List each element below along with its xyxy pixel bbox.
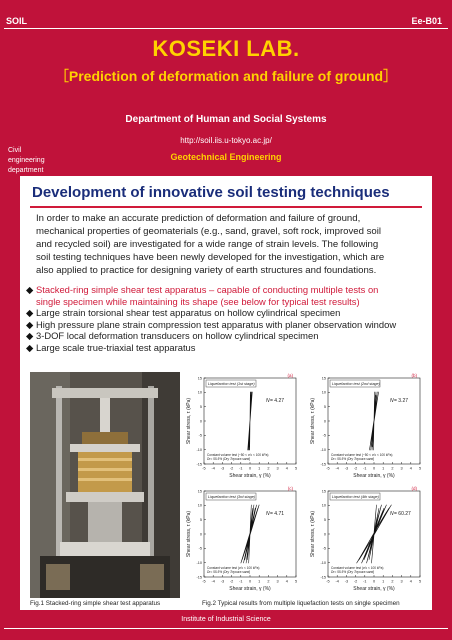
x-tick-label: 0 — [248, 579, 252, 584]
stress-strain-graph-c — [182, 485, 302, 596]
diamond-icon: ◆ — [26, 318, 34, 330]
x-axis-label: Shear strain, γ (%) — [229, 473, 271, 479]
poster-code: Ee-B01 — [411, 16, 442, 26]
graph-tag: (b) — [411, 373, 417, 378]
y-tick-label: 0 — [199, 532, 202, 537]
graph-svg — [182, 485, 302, 596]
x-tick-label: 2 — [267, 466, 270, 471]
x-tick-label: -2 — [229, 579, 234, 584]
test-condition: Constant volume test (σ'c < 100 kPa) — [331, 566, 384, 570]
fig2-caption: Fig.2 Typical results from multiple liquefaction tests on single specimen — [202, 600, 400, 607]
graph-tag: (a) — [287, 373, 293, 378]
cycle-label: N — [266, 398, 270, 404]
y-tick-label: -15 — [196, 462, 202, 467]
diamond-icon: ◆ — [26, 341, 34, 353]
x-tick-label: -2 — [353, 466, 358, 471]
graph-svg — [306, 372, 426, 483]
list-item-continuation: single specimen while maintaining its shape (see below for typical test results) — [36, 295, 360, 307]
y-axis-label: Shear stress, τ (kPa) — [186, 510, 192, 558]
list-item: ◆ High pressure plane strain compression test apparatus with planer observation window — [26, 318, 397, 330]
graph-svg — [182, 372, 302, 483]
content-heading: Development of innovative soil testing techniques — [32, 184, 390, 201]
y-tick-label: -10 — [196, 448, 202, 453]
x-tick-label: 0 — [372, 466, 376, 471]
y-tick-label: -5 — [198, 433, 202, 438]
x-tick-label: 1 — [382, 579, 385, 584]
y-tick-label: 15 — [321, 376, 326, 381]
x-tick-label: -1 — [363, 466, 367, 471]
cycle-value: = 3.27 — [394, 398, 409, 404]
x-tick-label: -3 — [220, 579, 225, 584]
x-tick-label: -4 — [211, 466, 215, 471]
x-tick-label: 3 — [276, 466, 279, 471]
section-name: Geotechnical Engineering — [170, 152, 282, 162]
x-tick-label: 3 — [400, 466, 403, 471]
x-tick-label: -5 — [326, 579, 330, 584]
x-tick-label: 5 — [418, 579, 422, 584]
x-tick-label: -2 — [229, 466, 234, 471]
y-axis-label: Shear stress, τ (kPa) — [310, 397, 316, 445]
x-tick-label: -5 — [202, 579, 206, 584]
y-tick-label: -15 — [320, 462, 326, 467]
y-tick-label: 0 — [323, 532, 326, 537]
y-tick-label: 10 — [321, 390, 326, 395]
x-tick-label: 2 — [267, 579, 270, 584]
technique-list — [26, 284, 426, 353]
lab-url-link[interactable]: http://soil.iis.u-tokyo.ac.jp/ — [180, 136, 272, 145]
side-label-line: engineering — [8, 157, 45, 164]
heading-underline — [30, 206, 422, 208]
diamond-icon: ◆ — [26, 284, 34, 295]
y-tick-label: -10 — [320, 448, 326, 453]
diamond-icon: ◆ — [26, 307, 34, 318]
stress-strain-graph-b — [306, 372, 426, 483]
x-tick-label: 1 — [258, 466, 261, 471]
list-item: ◆ Stacked-ring simple shear test apparatus – capable of conducting multiple tests on — [26, 284, 379, 295]
x-axis-label: Shear strain, γ (%) — [353, 473, 395, 479]
y-tick-label: -5 — [322, 546, 326, 551]
x-tick-label: 2 — [391, 466, 394, 471]
specimen-condition: Dr= 55.5% (Dry Toyoura sand) — [207, 570, 251, 574]
test-condition: Constant volume test (σ'c < 100 kPa) — [207, 566, 260, 570]
bottom-divider — [4, 628, 448, 629]
top-divider — [4, 28, 448, 29]
stress-strain-graph-d — [306, 485, 426, 596]
y-tick-label: 5 — [323, 405, 326, 410]
x-tick-label: -1 — [363, 579, 367, 584]
graph-svg — [306, 485, 426, 596]
x-tick-label: -3 — [220, 466, 225, 471]
intro-paragraph — [36, 212, 422, 277]
x-tick-label: 0 — [248, 466, 252, 471]
lab-subtitle: ［Prediction of deformation and failure of ground］ — [54, 68, 398, 84]
x-tick-label: 4 — [409, 579, 412, 584]
apparatus-photo — [30, 372, 180, 598]
list-item: ◆ Large strain torsional shear test apparatus on hollow cylindrical specimen — [26, 307, 341, 318]
cycle-label: N — [266, 511, 270, 517]
liquefaction-results — [182, 372, 428, 598]
x-tick-label: 5 — [294, 579, 298, 584]
x-tick-label: -1 — [239, 579, 243, 584]
x-tick-label: 4 — [409, 466, 412, 471]
graph-tag: (c) — [287, 486, 293, 491]
y-tick-label: 5 — [199, 518, 202, 523]
paragraph-line: and recycled soil) are investigated for a wide range of strain levels. The following — [36, 239, 379, 250]
paragraph-line: In order to make an accurate prediction of deformation and failure of ground, — [36, 213, 361, 224]
y-tick-label: 15 — [197, 489, 202, 494]
y-axis-label: Shear stress, τ (kPa) — [310, 510, 316, 558]
x-axis-label: Shear strain, γ (%) — [353, 586, 395, 592]
paragraph-line: soil testing techniques have been newly developed for the investigation, which are — [36, 252, 385, 263]
graph-tag: (d) — [411, 486, 417, 491]
y-tick-label: 15 — [197, 376, 202, 381]
x-tick-label: -5 — [202, 466, 206, 471]
y-tick-label: 0 — [323, 419, 326, 424]
x-tick-label: -3 — [344, 466, 349, 471]
x-tick-label: 2 — [391, 579, 394, 584]
specimen-condition: Dr= 55.5% (Dry Toyoura sand) — [331, 570, 375, 574]
y-tick-label: 15 — [321, 489, 326, 494]
y-tick-label: -15 — [196, 575, 202, 580]
x-tick-label: -4 — [335, 579, 339, 584]
category-label: SOIL — [6, 16, 28, 26]
x-tick-label: -4 — [335, 466, 339, 471]
x-tick-label: -2 — [353, 579, 358, 584]
graph-title: Liquefaction test (3rd stage) — [208, 495, 256, 499]
x-tick-label: -3 — [344, 579, 349, 584]
x-tick-label: 1 — [258, 579, 261, 584]
x-tick-label: -5 — [326, 466, 330, 471]
x-tick-label: 3 — [276, 579, 279, 584]
test-condition: Constant volume test (~50 < σ'c < 100 kPa) — [331, 453, 393, 457]
cycle-value: = 4.27 — [270, 398, 285, 404]
list-item: ◆ 3-DOF local deformation transducers on hollow cylindrical specimen — [26, 330, 319, 341]
y-tick-label: -5 — [198, 546, 202, 551]
cycle-label: N — [390, 398, 394, 404]
x-tick-label: -4 — [211, 579, 215, 584]
stress-strain-graph-a — [182, 372, 302, 483]
graph-title: Liquefaction test (2nd stage) — [332, 382, 380, 386]
x-tick-label: 5 — [418, 466, 422, 471]
x-tick-label: 4 — [285, 579, 288, 584]
y-tick-label: -10 — [320, 561, 326, 566]
specimen-condition: Dr= 55.5% (Dry Toyoura sand) — [331, 457, 375, 461]
cycle-label: N — [390, 511, 394, 517]
x-tick-label: 1 — [382, 466, 385, 471]
paragraph-line: mechanical properties of geomaterials (e.g., sand, gravel, soft rock, improved soil — [36, 226, 382, 237]
y-tick-label: 5 — [199, 405, 202, 410]
y-tick-label: -5 — [322, 433, 326, 438]
graph-title: Liquefaction test (1st stage) — [208, 382, 255, 386]
x-tick-label: 5 — [294, 466, 298, 471]
department-name: Department of Human and Social Systems — [125, 114, 327, 125]
y-axis-label: Shear stress, τ (kPa) — [186, 397, 192, 445]
paragraph-line: also applied to practice for designing variety of earth structures and foundations. — [36, 265, 377, 276]
cycle-value: = 60.27 — [394, 511, 411, 517]
specimen-condition: Dr= 55.5% (Dry Toyoura sand) — [207, 457, 251, 461]
y-tick-label: 0 — [199, 419, 202, 424]
list-item: ◆ Large scale true-triaxial test apparatus — [26, 341, 196, 353]
lab-title: KOSEKI LAB. — [152, 36, 300, 61]
test-condition: Constant volume test (~50 < σ'c < 100 kPa) — [207, 453, 269, 457]
x-tick-label: 4 — [285, 466, 288, 471]
graph-title: Liquefaction test (4th stage) — [332, 495, 379, 499]
y-tick-label: 10 — [197, 390, 202, 395]
fig1-caption: Fig.1 Stacked-ring simple shear test apparatus — [30, 600, 161, 607]
y-tick-label: -10 — [196, 561, 202, 566]
side-label-line: Civil — [8, 147, 22, 154]
y-tick-label: 10 — [197, 503, 202, 508]
y-tick-label: 10 — [321, 503, 326, 508]
institute-footer: Institute of Industrial Science — [181, 616, 271, 623]
cycle-value: = 4.71 — [270, 511, 285, 517]
x-tick-label: -1 — [239, 466, 243, 471]
y-tick-label: -15 — [320, 575, 326, 580]
x-tick-label: 0 — [372, 579, 376, 584]
x-tick-label: 3 — [400, 579, 403, 584]
content-panel — [20, 176, 432, 610]
diamond-icon: ◆ — [26, 330, 34, 341]
y-tick-label: 5 — [323, 518, 326, 523]
side-label-line: department — [8, 167, 44, 174]
x-axis-label: Shear strain, γ (%) — [229, 586, 271, 592]
